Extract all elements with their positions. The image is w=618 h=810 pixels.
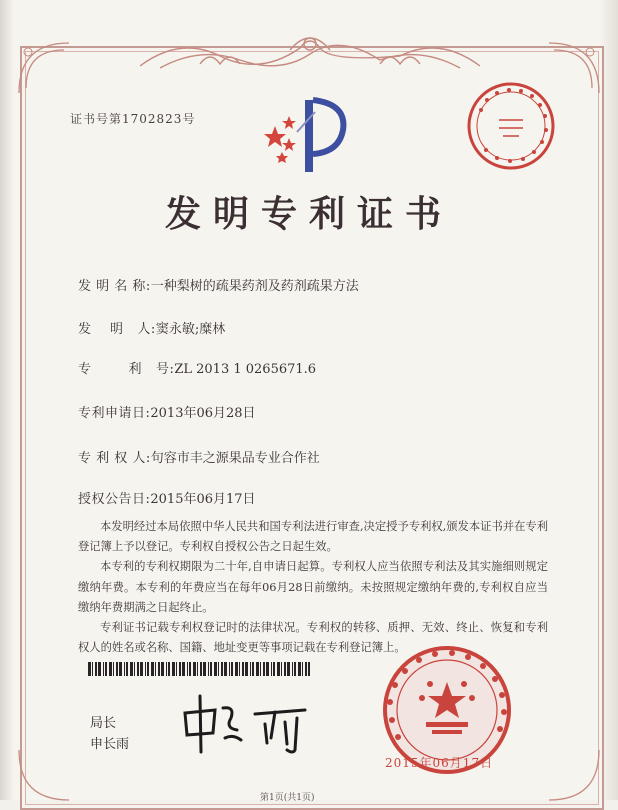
grant-date-label: 授权公告日:	[78, 492, 151, 507]
signatory-name: 申长雨	[90, 737, 130, 752]
filing-date-label: 专利申请日:	[78, 406, 151, 421]
invention-name-label: 发 明 名 称:	[78, 279, 151, 294]
certificate-number: 证书号第1702823号	[70, 112, 196, 126]
patent-number-value: ZL 2013 1 0265671.6	[174, 362, 317, 377]
body-paragraph: 本发明经过本局依照中华人民共和国专利法进行审查,决定授予专利权,颁发本证书并在专利登记簿上予以登记。专利权自授权公告之日起生效。	[78, 520, 548, 554]
corner-ornament	[14, 745, 74, 805]
invention-name-row	[78, 275, 359, 294]
corner-ornament	[14, 38, 74, 98]
page-number: 第1页(共1页)	[260, 793, 315, 803]
page-title: 发明专利证书	[164, 193, 453, 235]
inventor-label: 发 明 人:	[78, 322, 156, 337]
patent-number-label: 专 利 号:	[78, 362, 175, 377]
grant-date-row	[78, 488, 256, 507]
barcode	[88, 662, 310, 676]
filing-date-row	[78, 402, 256, 421]
patent-number-row	[78, 358, 316, 377]
filing-date-value: 2013年06月28日	[150, 406, 256, 421]
handwritten-signature	[175, 688, 335, 758]
inventor-row	[78, 318, 225, 337]
signatory-title: 局长	[90, 716, 117, 731]
grant-date-value: 2015年06月17日	[150, 492, 256, 507]
patentee-value: 句容市丰之源果品专业合作社	[150, 451, 320, 466]
border-ornament	[140, 26, 480, 76]
seal-date: 2015年06月17日	[385, 756, 494, 770]
certificate-body	[78, 517, 548, 658]
invention-name-value: 一种梨树的疏果药剂及药剂疏果方法	[150, 279, 359, 294]
body-paragraph: 本专利的专利权期限为二十年,自申请日起算。专利权人应当依照专利法及其实施细则规定缴纳年费。本专利的年费应当在每年06月28日前缴纳。未按照规定缴纳年费的,专利权自应当缴纳年费期满之日起终止。	[78, 560, 548, 614]
patentee-row	[78, 447, 320, 466]
body-paragraph: 专利证书记载专利权登记时的法律状况。专利权的转移、质押、无效、终止、恢复和专利权人的姓名或名称、国籍、地址变更等事项记载在专利登记簿上。	[78, 621, 548, 655]
corner-ornament	[544, 745, 604, 805]
patent-office-emblem-icon	[255, 92, 355, 177]
patentee-label: 专 利 权 人:	[78, 451, 151, 466]
inventor-value: 窦永敏;糜林	[155, 322, 226, 337]
registration-seal-icon	[465, 80, 557, 172]
